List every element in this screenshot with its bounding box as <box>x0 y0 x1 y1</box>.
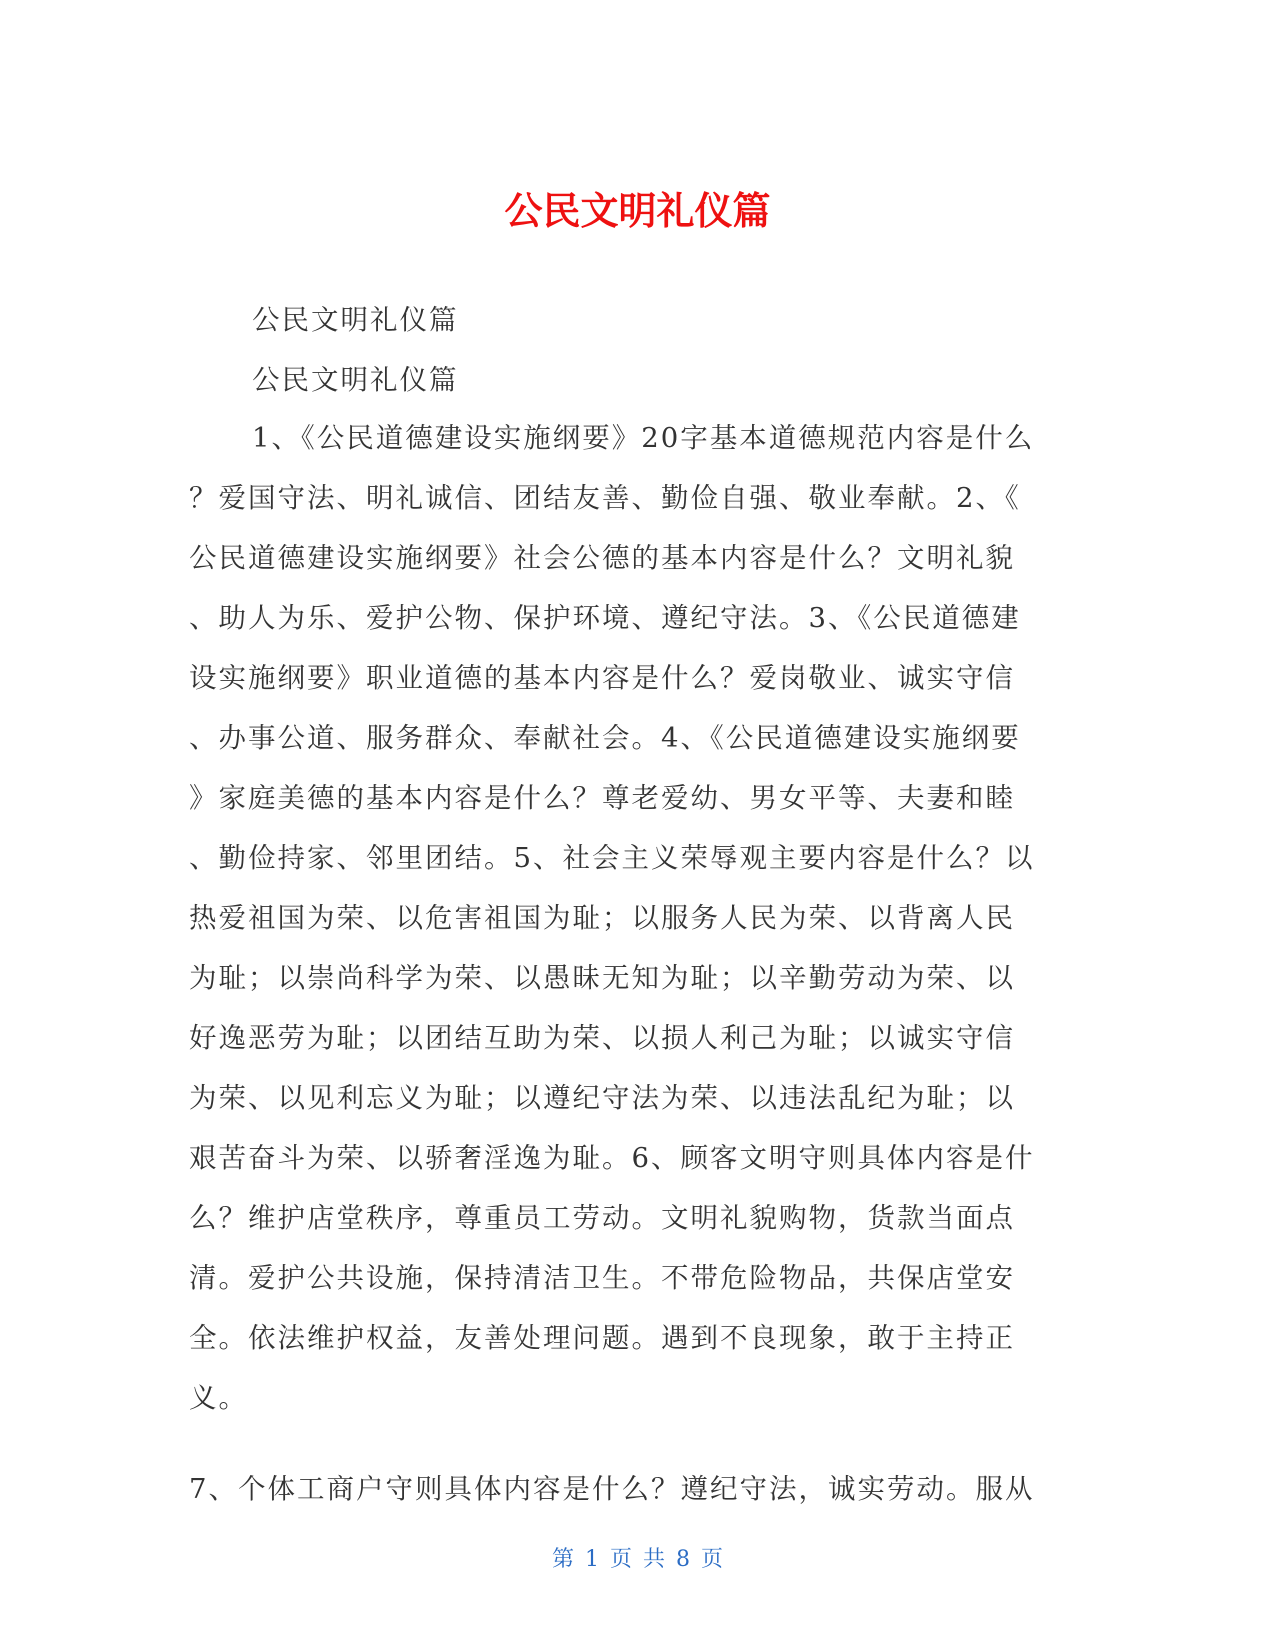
paragraph-line: 清。爱护公共设施，保持清洁卫生。不带危险物品，共保店堂安 <box>189 1262 1015 1294</box>
subtitle-line-1: 公民文明礼仪篇 <box>252 304 459 336</box>
page-footer: 第 1 页 共 8 页 <box>552 1547 723 1572</box>
paragraph-line: 、办事公道、服务群众、奉献社会。4、《公民道德建设实施纲要 <box>189 722 1021 754</box>
page-title: 公民文明礼仪篇 <box>504 189 771 234</box>
paragraph-line: 设实施纲要》职业道德的基本内容是什么？爱岗敬业、诚实守信 <box>189 662 1015 694</box>
paragraph-line: 全。依法维护权益，友善处理问题。遇到不良现象，敢于主持正 <box>189 1322 1015 1354</box>
paragraph-line: ？爱国守法、明礼诚信、团结友善、勤俭自强、敬业奉献。2、《 <box>189 482 1021 514</box>
paragraph-line: 艰苦奋斗为荣、以骄奢淫逸为耻。6、顾客文明守则具体内容是什 <box>189 1142 1035 1174</box>
paragraph-line: 为荣、以见利忘义为耻；以遵纪守法为荣、以违法乱纪为耻；以 <box>189 1082 1015 1114</box>
paragraph-line: 、勤俭持家、邻里团结。5、社会主义荣辱观主要内容是什么？以 <box>189 842 1035 874</box>
main-paragraph <box>189 408 1074 1428</box>
paragraph-line: 、助人为乐、爱护公物、保护环境、遵纪守法。3、《公民道德建 <box>189 602 1021 634</box>
paragraph-7 <box>189 1459 1074 1519</box>
subtitle-line-2: 公民文明礼仪篇 <box>252 364 459 396</box>
paragraph-line: 为耻；以崇尚科学为荣、以愚昧无知为耻；以辛勤劳动为荣、以 <box>189 962 1015 994</box>
paragraph-line: 》家庭美德的基本内容是什么？尊老爱幼、男女平等、夫妻和睦 <box>189 782 1015 814</box>
paragraph-line: 热爱祖国为荣、以危害祖国为耻；以服务人民为荣、以背离人民 <box>189 902 1015 934</box>
paragraph-line: 么？维护店堂秩序，尊重员工劳动。文明礼貌购物，货款当面点 <box>189 1202 1015 1234</box>
paragraph-line: 1、《公民道德建设实施纲要》20字基本道德规范内容是什么 <box>252 422 1035 454</box>
paragraph-line: 好逸恶劳为耻；以团结互助为荣、以损人利己为耻；以诚实守信 <box>189 1022 1015 1054</box>
paragraph-line: 公民道德建设实施纲要》社会公德的基本内容是什么？文明礼貌 <box>189 542 1015 574</box>
subtitle-block <box>189 290 1074 410</box>
paragraph-line: 义。 <box>189 1382 248 1414</box>
paragraph-line: 7、个体工商户守则具体内容是什么？遵纪守法，诚实劳动。服从 <box>189 1473 1035 1505</box>
